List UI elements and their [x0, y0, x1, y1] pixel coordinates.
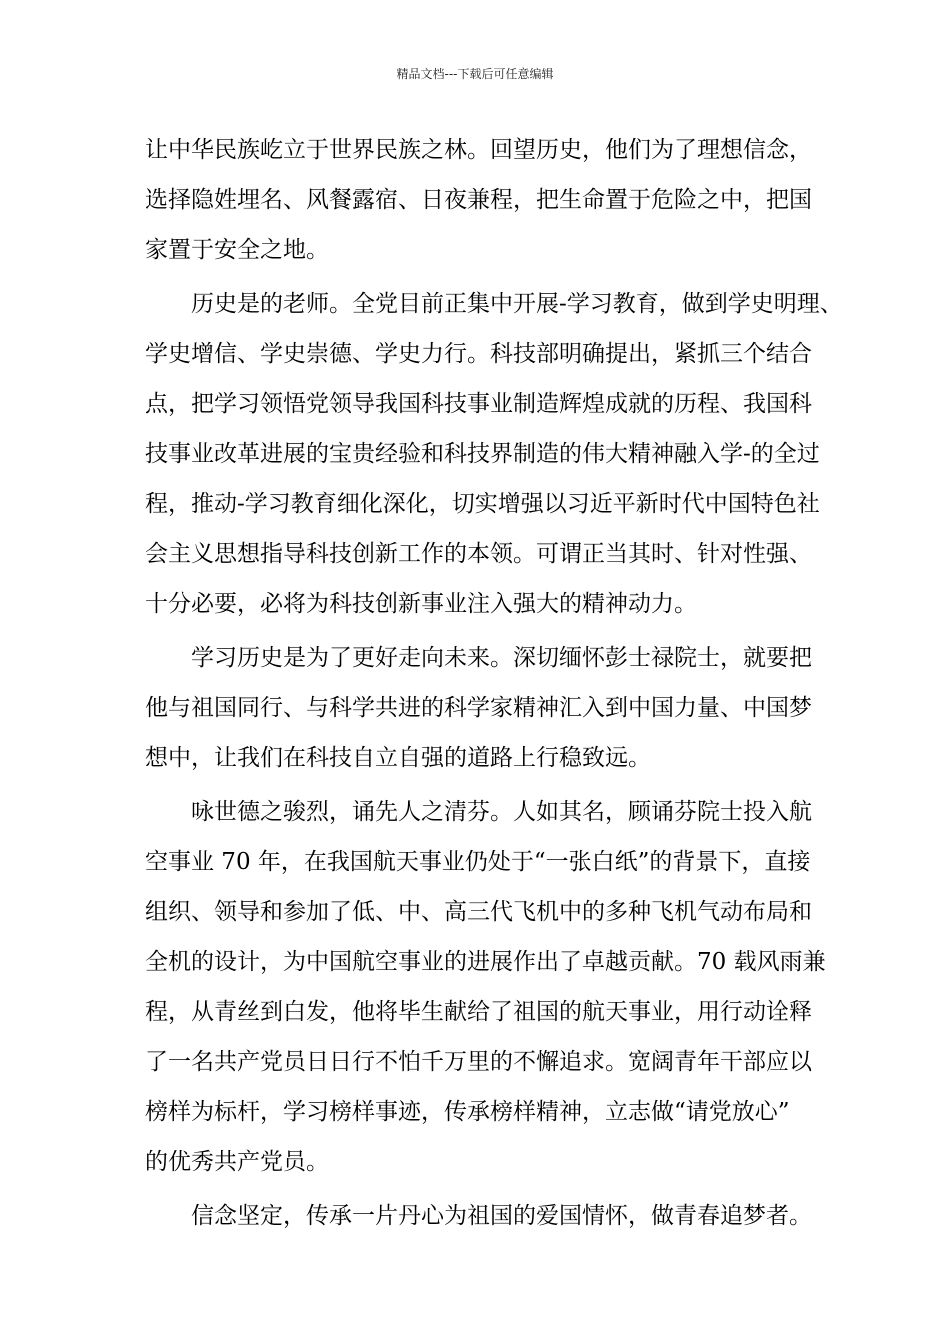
paragraph-3 [145, 633, 825, 783]
text-line: 空事业 70 年，在我国航天事业仍处于“一张白纸”的背景下，直接 [145, 849, 811, 875]
text-line: 家置于安全之地。 [145, 237, 329, 263]
paragraph-1 [145, 125, 825, 275]
text-line: 程，推动-学习教育细化深化，切实增强以习近平新时代中国特色社 [145, 491, 820, 517]
page-header: 精品文档---下载后可任意编辑 [396, 67, 554, 81]
text-line: 他与祖国同行、与科学共进的科学家精神汇入到中国力量、中国梦 [145, 695, 812, 721]
text-line: 了一名共产党员日日行不怕千万里的不懈追求。宽阔青年干部应以 [145, 1049, 812, 1075]
paragraph-4 [145, 787, 825, 1187]
text-line: 学习历史是为了更好走向未来。深切缅怀彭士禄院士，就要把 [191, 645, 812, 671]
paragraph-5 [145, 1191, 825, 1241]
document-body [145, 125, 843, 1241]
text-line: 组织、领导和参加了低、中、高三代飞机中的多种飞机气动布局和 [145, 899, 812, 925]
text-line: 让中华民族屹立于世界民族之林。回望历史，他们为了理想信念， [145, 137, 812, 163]
text-line: 十分必要，必将为科技创新事业注入强大的精神动力。 [145, 591, 697, 617]
text-line: 技事业改革进展的宝贵经验和科技界制造的伟大精神融入学-的全过 [145, 441, 820, 467]
text-line: 历史是的老师。全党目前正集中开展-学习教育，做到学史明理、 [191, 291, 843, 317]
text-line: 咏世德之骏烈，诵先人之清芬。人如其名，顾诵芬院士投入航 [191, 799, 812, 825]
text-line: 程，从青丝到白发，他将毕生献给了祖国的航天事业，用行动诠释 [145, 999, 812, 1025]
text-line: 榜样为标杆，学习榜样事迹，传承榜样精神，立志做“请党放心” [145, 1099, 790, 1125]
text-line: 信念坚定，传承一片丹心为祖国的爱国情怀，做青春追梦者。 [191, 1203, 812, 1229]
text-line: 会主义思想指导科技创新工作的本领。可谓正当其时、针对性强、 [145, 541, 812, 567]
text-line: 点，把学习领悟党领导我国科技事业制造辉煌成就的历程、我国科 [145, 391, 812, 417]
text-line: 的优秀共产党员。 [145, 1149, 329, 1175]
text-line: 学史增信、学史崇德、学史力行。科技部明确提出，紧抓三个结合 [145, 341, 812, 367]
text-line: 想中，让我们在科技自立自强的道路上行稳致远。 [145, 745, 651, 771]
paragraph-2 [145, 279, 843, 629]
text-line: 选择隐姓埋名、风餐露宿、日夜兼程，把生命置于危险之中，把国 [145, 187, 812, 213]
text-line: 全机的设计，为中国航空事业的进展作出了卓越贡献。70 载风雨兼 [145, 949, 826, 975]
